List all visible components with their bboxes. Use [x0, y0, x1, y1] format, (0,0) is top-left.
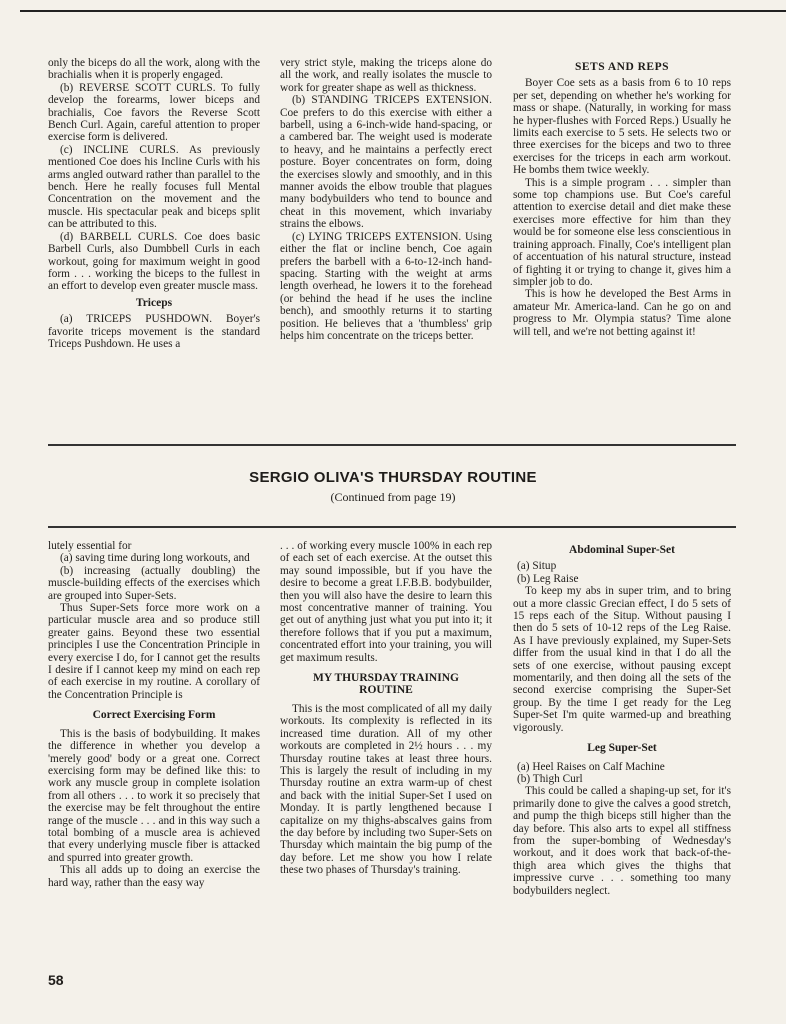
- section-divider: [48, 444, 736, 446]
- paragraph: (c) LYING TRICEPS EXTENSION. Using either the flat or incline bench, Coe again prefers the barbell with a 6-to-12-inch hand-spacing. Starting with the weight at arms length overhead, he lowers it to the forehead (or behind the head if he uses the incline bench), and smoothly returns it to starting position. He believes that a 'thumbless' grip helps him concentrate on the triceps better.: [280, 230, 492, 342]
- paragraph: (b) REVERSE SCOTT CURLS. To fully develop the forearms, lower biceps and brachialis, Coe favors the Reverse Scott Bench Curl. Again, careful attention to proper exercise form is delivered.: [48, 81, 260, 144]
- top-column-3: [513, 57, 731, 338]
- paragraph: This all adds up to doing an exercise the hard way, rather than the easy way: [48, 864, 260, 889]
- top-column-2: [280, 57, 492, 342]
- paragraph: only the biceps do all the work, along with the brachialis when it is properly engaged.: [48, 57, 260, 82]
- paragraph: Boyer Coe sets as a basis from 6 to 10 reps per set, depending on whether he's working for mass or shape. (Naturally, in working for mass he hyper-flushes with Forced Reps.) Usually he limits each exercise to 5 sets. He selects two or three exercises for the biceps and two to three exercises for the triceps in each arm workout. He bombs them twice weekly.: [513, 77, 731, 177]
- paragraph: (a) TRICEPS PUSHDOWN. Boyer's favorite triceps movement is the standard Triceps Pushdown. He uses a: [48, 313, 260, 350]
- paragraph: This is a simple program . . . simpler than some top champions use. But Coe's careful attention to exercise detail and diet make these exercises more effective for him than they would be for someone else less conscientious in training approach. Finally, Coe's intelligent plan of accentuation of his natural structure, instead of fighting it or trying to change it, gives him a simpler job to do.: [513, 176, 731, 288]
- paragraph: (b) STANDING TRICEPS EXTENSION. Coe prefers to do this exercise with either a barbell, using a 6-inch-wide hand-spacing, or a cambered bar. The weight used is moderate to heavy, and he maintains a perfectly erect posture. Boyer concentrates on form, doing the exercises slowly and smoothly, and in this manner avoids the elbow trouble that plagues many bodybuilders who tend to bounce and cheat in this movement, which invariaby strains the elbows.: [280, 94, 492, 231]
- list-item: (b) Thigh Curl: [517, 772, 583, 785]
- page-number: 58: [48, 972, 64, 988]
- paragraph: This is the most complicated of all my daily workouts. Its complexity is reflected in its increased time duration. All of my other workouts are completed in 2½ hours . . . my Thursday routine takes at least three hours. This is largely the result of including in my Thursday routine an extra warm-up of chest and back with the initial Super-Set I used on Monday. It is partly lengthened because I capitalize on my thighs-abscalves gains from the day before by including two Super-Sets on Thursday which maintain the big pump of the day before. Let me show you how I relate these two phases of Thursday's training.: [280, 702, 492, 877]
- bottom-column-1: [48, 540, 260, 889]
- section-heading: Correct Exercising Form: [92, 709, 216, 722]
- paragraph: This is the basis of bodybuilding. It makes the difference in whether you develop a 'merely good' body or a great one. Correct exercising form may be defined like this: to work any muscle group in complete isolation from all others . . . to work it so precisely that the exercise may be felt throughout the entire range of the muscle . . . and in this way such a total bombing of a muscle area is achieved that every underlying muscle fiber is attacked and spurred into greater growth.: [48, 727, 260, 864]
- continued-note: (Continued from page 19): [330, 490, 456, 504]
- section-heading: MY THURSDAY TRAINING ROUTINE: [313, 672, 459, 697]
- section-divider: [48, 526, 736, 528]
- section-heading: Leg Super-Set: [587, 742, 657, 755]
- list-item: (a) Situp: [517, 560, 557, 573]
- paragraph: This could be called a shaping-up set, for it's primarily done to give the calves a good stretch, and pump the thigh biceps still higher than the day before. This also arts to expel all stiffness from the super-bombing of Wednesday's workout, and it does work that back-of-the-thigh area which gives the thighs that impressive curve . . . something too many bodybuilders neglect.: [513, 785, 731, 897]
- paragraph: . . . of working every muscle 100% in each rep of each set of each exercise. At the outset this may sound impossible, but if you have the desire to become a great I.F.B.B. bodybuilder, then you will also have the desire to learn this most concentrative manner of training. You get out of anything just what you put into it; it therefore follows that if you put a maximum, concentrated effort into your training, you will get maximum results.: [280, 540, 492, 664]
- list-item: (b) Leg Raise: [517, 572, 579, 585]
- paragraph: very strict style, making the triceps alone do all the work, and really isolates the muscle to work for greater shape as well as thickness.: [280, 57, 492, 94]
- paragraph: (b) increasing (actually doubling) the muscle-building effects of the exercises which are grouped into Super-Sets.: [48, 564, 260, 602]
- top-rule: [20, 10, 786, 12]
- section-heading: Abdominal Super-Set: [569, 544, 675, 556]
- section-heading: Triceps: [135, 296, 173, 309]
- paragraph: (a) saving time during long workouts, and: [60, 552, 250, 565]
- bottom-column-3: [513, 540, 731, 897]
- list-item: (a) Heel Raises on Calf Machine: [517, 760, 665, 773]
- bottom-column-2: [280, 540, 492, 877]
- paragraph: Thus Super-Sets force more work on a particular muscle area and so produce still greater gains. Beyond these two essential principles I use the Concentration Principle in every exercise I do, for I cannot get the results I desire if I cannot keep my mind on each rep of each exercise in my routine. A corollary of the Concentration Principle is: [48, 602, 260, 701]
- paragraph: This is how he developed the Best Arms in amateur Mr. America-land. Can he go on and progress to Mr. Olympia status? Time alone will tell, and we're not betting against it!: [513, 288, 731, 338]
- section-heading: SETS AND REPS: [574, 61, 670, 73]
- article-title: SERGIO OLIVA'S THURSDAY ROUTINE: [249, 469, 537, 486]
- paragraph: To keep my abs in super trim, and to bring out a more classic Grecian effect, I do 5 sets of 15 reps each of the Situp. Without pausing I then do 5 sets of 10-12 reps of the Leg Raise. As I have previously explained, my Super-Sets differ from the usual kind in that I do all the sets of one exercise, without pausing except momentarily, and then doing all the sets of the second exercise comprising the Super-Set group. By the time I get ready for the Leg Super-Set I'm quite warmed-up and breathing vigorously.: [513, 585, 731, 734]
- paragraph: (d) BARBELL CURLS. Coe does basic Barbell Curls, also Dumbbell Curls in each workout, going for maximum weight in good form . . . working the biceps to the fullest in an effort to develop even greater muscle mass.: [48, 230, 260, 293]
- paragraph: (c) INCLINE CURLS. As previously mentioned Coe does his Incline Curls with his arms angled outward rather than parallel to the bench. Here he really focuses full Mental Concentration on the movement and the muscle. His spectacular peak and biceps split can be attributed to this.: [48, 143, 260, 231]
- paragraph: lutely essential for: [48, 540, 132, 552]
- top-column-1: [48, 57, 260, 350]
